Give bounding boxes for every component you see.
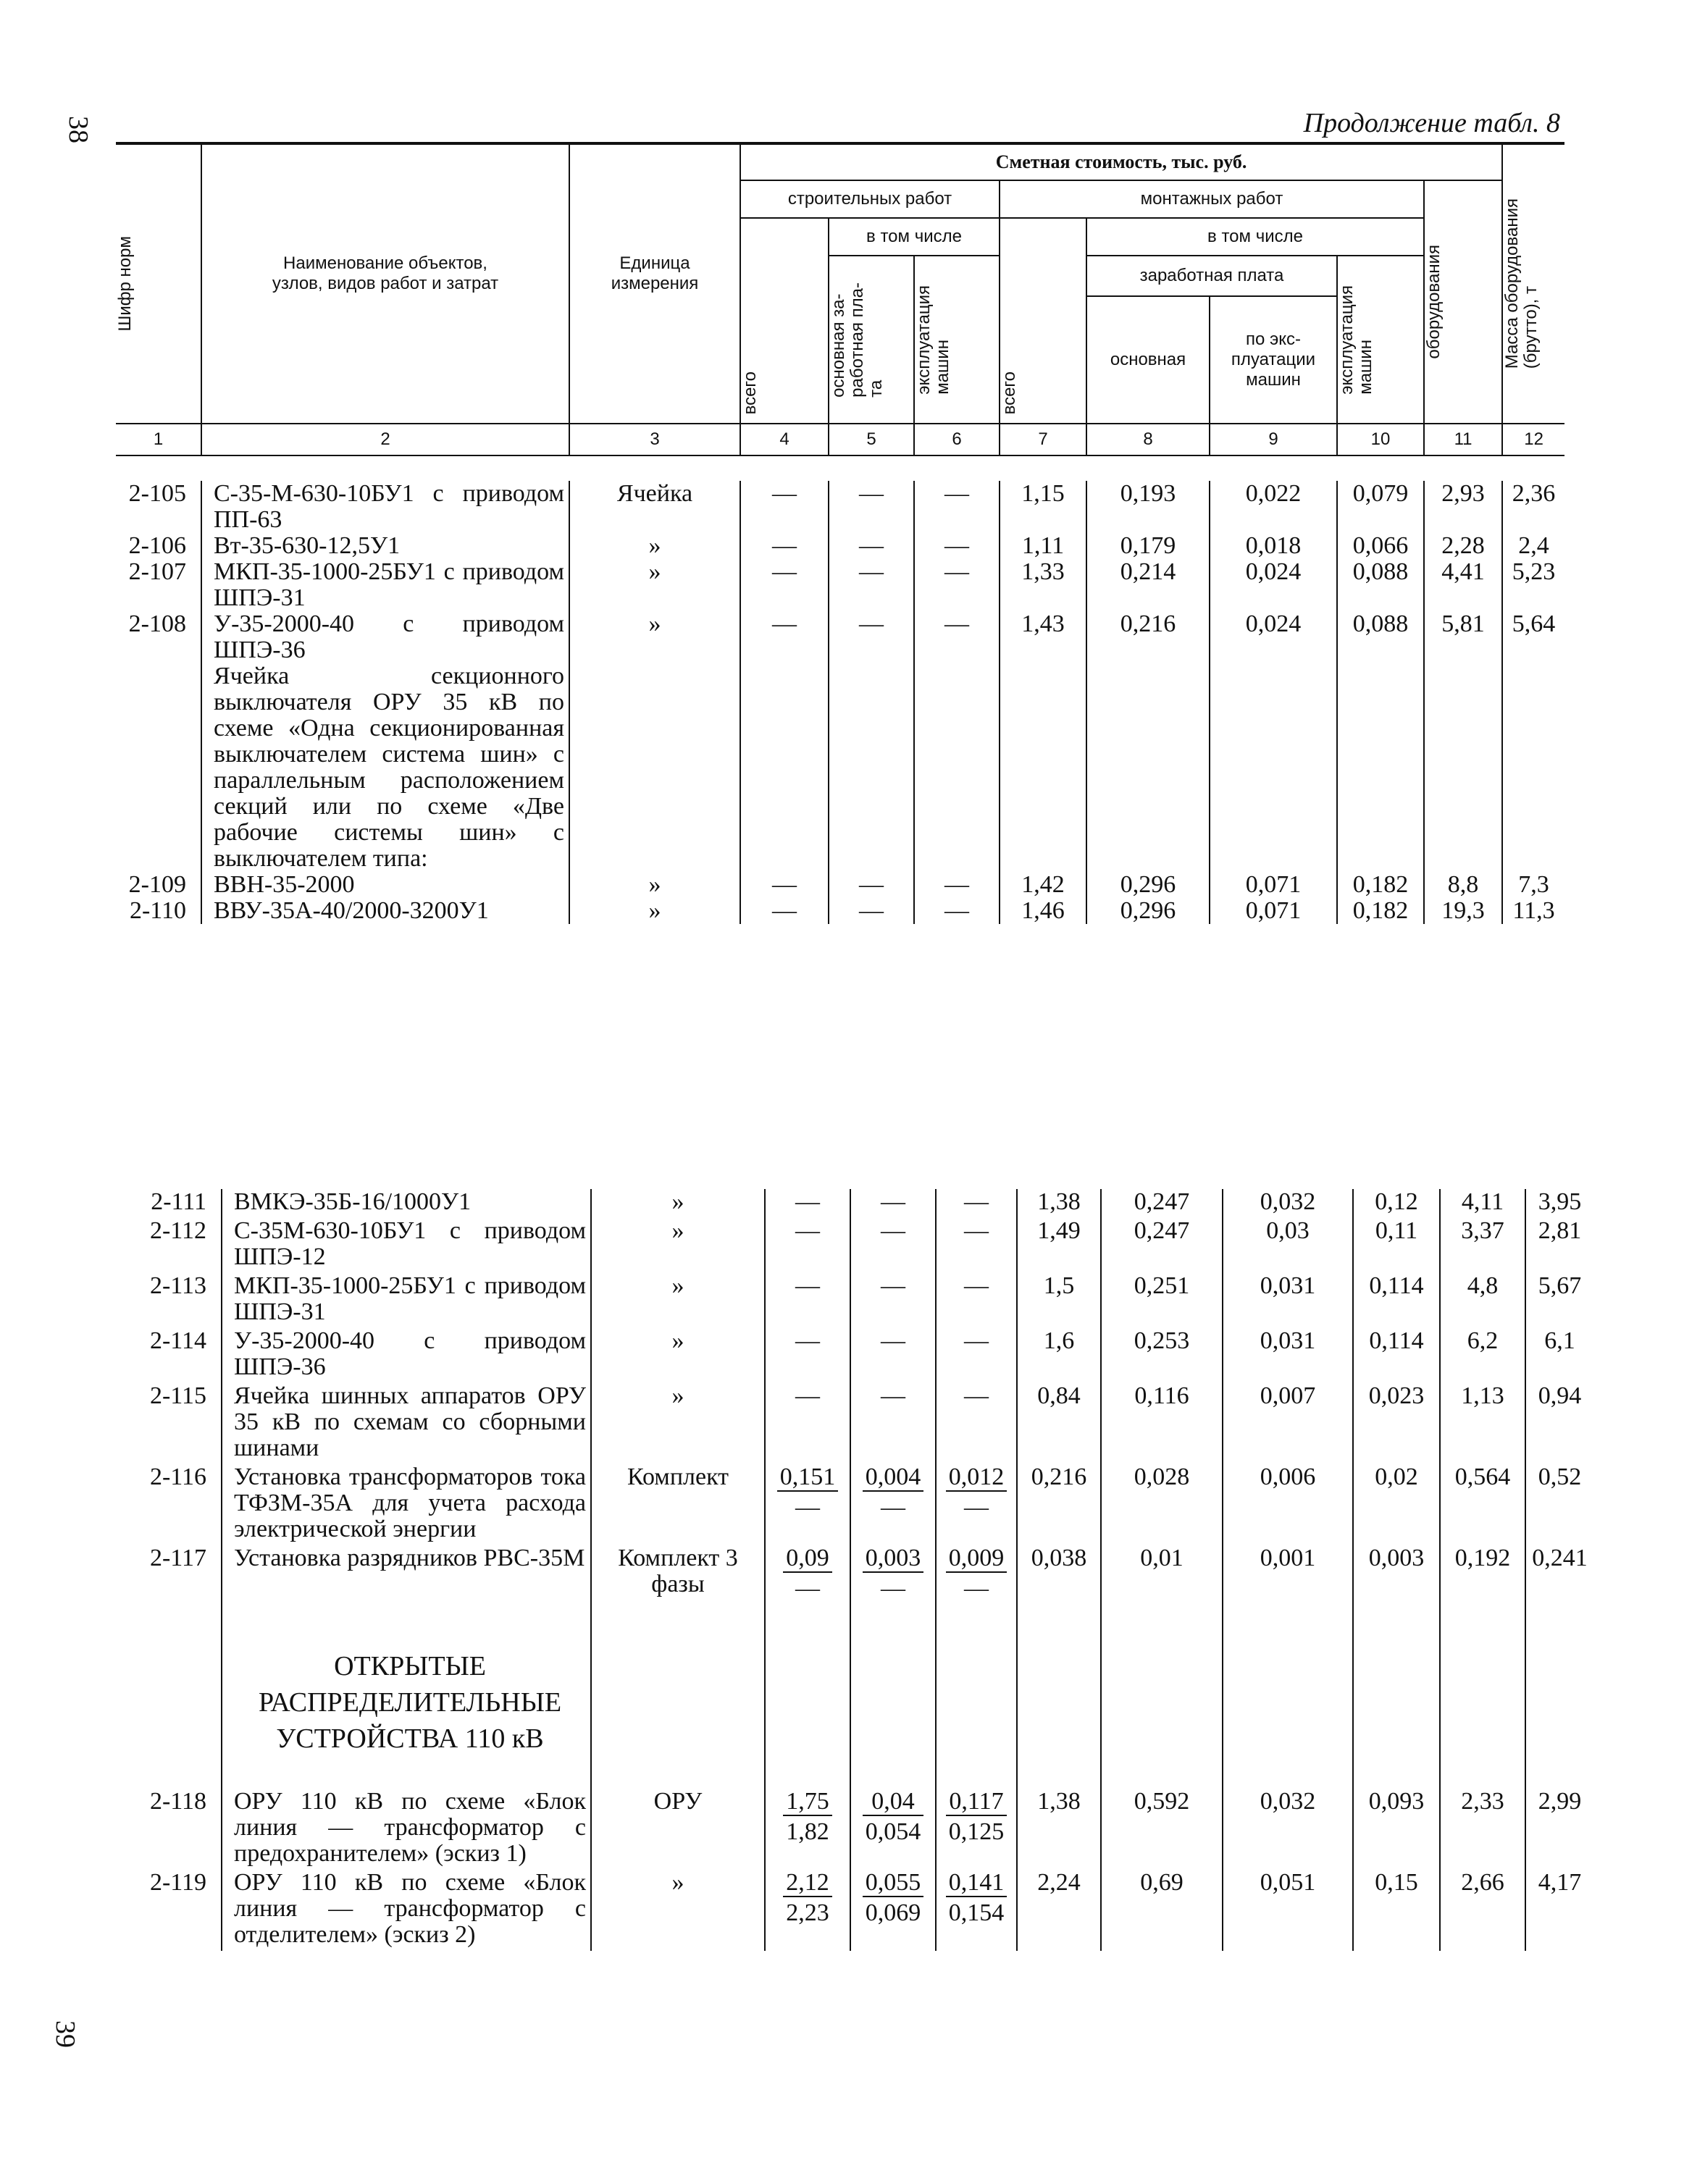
cost-c7: 0,038 xyxy=(1017,1545,1101,1605)
unit: » xyxy=(591,1870,765,1951)
col-mach-c-header: эксплуатация машин xyxy=(914,285,952,395)
fraction-numerator: 0,04 xyxy=(863,1789,924,1816)
mass: 2,81 xyxy=(1525,1218,1593,1273)
table-row xyxy=(116,533,1564,559)
fraction-denominator: — xyxy=(795,1494,820,1521)
cost-c6: — xyxy=(914,533,1000,559)
cost-c6: — xyxy=(936,1189,1017,1218)
cost-c11: 4,11 xyxy=(1440,1189,1525,1218)
fraction-denominator: — xyxy=(795,1575,820,1602)
cost-c7: 1,46 xyxy=(1000,898,1086,924)
fraction-numerator: 0,055 xyxy=(863,1870,924,1897)
cost-c6: — xyxy=(936,1328,1017,1383)
cost-c4: — xyxy=(740,533,829,559)
norm-code: 2-119 xyxy=(138,1870,222,1951)
cost-c10: 0,02 xyxy=(1353,1464,1440,1545)
cost-c4: — xyxy=(740,481,829,533)
norm-code: 2-118 xyxy=(138,1789,222,1870)
norm-code xyxy=(116,663,201,872)
cost-c6: — xyxy=(914,481,1000,533)
table-row xyxy=(138,1870,1593,1951)
cost-c8: 0,296 xyxy=(1086,898,1210,924)
col-num: 11 xyxy=(1424,424,1502,455)
fraction-numerator: 0,09 xyxy=(783,1545,832,1573)
cost-c5: — xyxy=(829,481,914,533)
fraction-denominator: — xyxy=(881,1575,905,1602)
cost-c6: — xyxy=(936,1383,1017,1464)
mass: 2,99 xyxy=(1525,1789,1593,1870)
col-basic-header: основная xyxy=(1086,296,1210,424)
col-name-header: Наименование объектов, узлов, видов работ и затрат xyxy=(201,144,569,424)
norm-code: 2-108 xyxy=(116,611,201,663)
empty-cell xyxy=(1223,1605,1353,1789)
unit: » xyxy=(591,1328,765,1383)
norm-code: 2-113 xyxy=(138,1273,222,1328)
cost-c8 xyxy=(1086,663,1210,872)
cost-c9: 0,024 xyxy=(1210,611,1337,663)
item-name: Установка трансформаторов тока ТФЗМ-35А для учета расхода электрической энергии xyxy=(222,1464,591,1545)
fraction-numerator: 2,12 xyxy=(783,1870,832,1897)
cost-c5: — xyxy=(829,898,914,924)
cost-c4 xyxy=(740,663,829,872)
table-row xyxy=(138,1383,1593,1464)
empty-cell xyxy=(1101,1605,1223,1789)
cost-c10: 0,066 xyxy=(1337,533,1424,559)
cost-c4 xyxy=(765,1789,850,1870)
cost-c9: 0,051 xyxy=(1223,1870,1353,1951)
item-name: ВМКЭ-35Б-16/1000У1 xyxy=(222,1189,591,1218)
item-name: ВВУ-35А-40/2000-3200У1 xyxy=(201,898,569,924)
cost-c7 xyxy=(1000,663,1086,872)
col-num: 6 xyxy=(914,424,1000,455)
fraction-denominator: 0,125 xyxy=(948,1818,1005,1845)
norm-code: 2-110 xyxy=(116,898,201,924)
cost-c6 xyxy=(936,1545,1017,1605)
table-header xyxy=(116,143,1564,456)
cost-c8: 0,296 xyxy=(1086,872,1210,898)
cost-c10: 0,12 xyxy=(1353,1189,1440,1218)
cost-c5: — xyxy=(850,1218,936,1273)
cost-c11: 8,8 xyxy=(1424,872,1502,898)
table-body-lower xyxy=(138,1189,1593,1951)
fraction-denominator: — xyxy=(964,1494,989,1521)
construction-header: строительных работ xyxy=(740,180,1000,218)
cost-c5 xyxy=(850,1464,936,1545)
cost-c5: — xyxy=(829,872,914,898)
cost-c11: 2,33 xyxy=(1440,1789,1525,1870)
cost-c6 xyxy=(936,1789,1017,1870)
cost-c8: 0,028 xyxy=(1101,1464,1223,1545)
cost-c11 xyxy=(1424,663,1502,872)
cost-c7: 1,15 xyxy=(1000,481,1086,533)
cost-c9: 0,031 xyxy=(1223,1328,1353,1383)
cost-c10: 0,15 xyxy=(1353,1870,1440,1951)
norm-code: 2-116 xyxy=(138,1464,222,1545)
cost-c11: 1,13 xyxy=(1440,1383,1525,1464)
cost-c7: 1,5 xyxy=(1017,1273,1101,1328)
cost-c8: 0,251 xyxy=(1101,1273,1223,1328)
cost-c10: 0,088 xyxy=(1337,559,1424,611)
fraction-numerator: 1,75 xyxy=(783,1789,832,1816)
cost-c7: 1,11 xyxy=(1000,533,1086,559)
incl-c-header: в том числе xyxy=(829,218,1000,256)
table-row xyxy=(116,481,1564,533)
cost-c4: — xyxy=(765,1218,850,1273)
mass: 6,1 xyxy=(1525,1328,1593,1383)
cost-c4: — xyxy=(765,1383,850,1464)
cost-c5 xyxy=(850,1545,936,1605)
cost-c6: — xyxy=(914,611,1000,663)
unit: Ячейка xyxy=(569,481,740,533)
unit: » xyxy=(569,611,740,663)
incl-m-header: в том числе xyxy=(1086,218,1424,256)
cost-c10: 0,003 xyxy=(1353,1545,1440,1605)
mass: 5,67 xyxy=(1525,1273,1593,1328)
table-row xyxy=(138,1464,1593,1545)
col-num: 1 xyxy=(116,424,201,455)
table-row xyxy=(116,663,1564,872)
fraction-denominator: 0,054 xyxy=(865,1818,921,1845)
section-row xyxy=(138,1605,1593,1789)
cost-c11: 0,564 xyxy=(1440,1464,1525,1545)
cost-c10: 0,114 xyxy=(1353,1328,1440,1383)
empty-cell xyxy=(591,1605,765,1789)
table-row xyxy=(138,1545,1593,1605)
col-wage-c-header: основная за- работная пла- та xyxy=(829,282,886,398)
item-name: ВВН-35-2000 xyxy=(201,872,569,898)
norm-code: 2-114 xyxy=(138,1328,222,1383)
mass: 3,95 xyxy=(1525,1189,1593,1218)
cost-c6 xyxy=(914,663,1000,872)
cost-c7: 0,84 xyxy=(1017,1383,1101,1464)
table-row xyxy=(116,611,1564,663)
cost-c6 xyxy=(936,1464,1017,1545)
empty-cell xyxy=(1525,1605,1593,1789)
col-num: 3 xyxy=(569,424,740,455)
fraction-denominator: — xyxy=(881,1494,905,1521)
empty-cell xyxy=(850,1605,936,1789)
empty-cell xyxy=(1017,1605,1101,1789)
unit xyxy=(569,663,740,872)
col-code-header: Шифр норм xyxy=(115,236,135,332)
cost-c7: 1,6 xyxy=(1017,1328,1101,1383)
col-mass-header: Масса оборудования (брутто), т xyxy=(1502,198,1541,369)
section-title xyxy=(222,1605,591,1789)
cost-c5: — xyxy=(850,1189,936,1218)
item-name: Ячейка шинных аппаратов ОРУ 35 кВ по схемам со сборными шинами xyxy=(222,1383,591,1464)
norm-code: 2-111 xyxy=(138,1189,222,1218)
fraction-denominator: 0,154 xyxy=(948,1899,1005,1926)
cost-c4: — xyxy=(765,1189,850,1218)
fraction-denominator: 0,069 xyxy=(865,1899,921,1926)
cost-c7: 1,43 xyxy=(1000,611,1086,663)
cost-c5 xyxy=(829,663,914,872)
cost-c10: 0,093 xyxy=(1353,1789,1440,1870)
cost-c8: 0,69 xyxy=(1101,1870,1223,1951)
cost-c4 xyxy=(765,1545,850,1605)
cost-c7: 0,216 xyxy=(1017,1464,1101,1545)
cost-c7: 1,49 xyxy=(1017,1218,1101,1273)
item-name: ОРУ 110 кВ по схеме «Блок линия — трансформатор с отделителем» (эскиз 2) xyxy=(222,1870,591,1951)
mass: 2,36 xyxy=(1502,481,1564,533)
empty-cell xyxy=(138,1605,222,1789)
item-name: МКП-35-1000-25БУ1 с приводом ШПЭ-31 xyxy=(201,559,569,611)
cost-c9: 0,03 xyxy=(1223,1218,1353,1273)
empty-cell xyxy=(936,1605,1017,1789)
col-oper-header: по экс- плуатации машин xyxy=(1210,296,1337,424)
norm-code: 2-109 xyxy=(116,872,201,898)
cost-c6: — xyxy=(914,898,1000,924)
fraction-denominator: 1,82 xyxy=(786,1818,829,1845)
cost-c11: 2,28 xyxy=(1424,533,1502,559)
cost-c9 xyxy=(1210,663,1337,872)
cost-c8: 0,01 xyxy=(1101,1545,1223,1605)
unit: » xyxy=(591,1189,765,1218)
column-numbers-row xyxy=(116,424,1564,455)
col-mach-m-header: эксплуатация машин xyxy=(1337,285,1375,395)
cost-c5: — xyxy=(850,1273,936,1328)
cost-c8: 0,247 xyxy=(1101,1218,1223,1273)
norm-code: 2-115 xyxy=(138,1383,222,1464)
fraction-numerator: 0,151 xyxy=(777,1464,839,1492)
cost-c7: 2,24 xyxy=(1017,1870,1101,1951)
cost-c8: 0,247 xyxy=(1101,1189,1223,1218)
cost-c8: 0,193 xyxy=(1086,481,1210,533)
col-total-c-header: всего xyxy=(740,371,760,414)
item-name: С-35-М-630-10БУ1 с приводом ПП-63 xyxy=(201,481,569,533)
mass: 0,52 xyxy=(1525,1464,1593,1545)
fraction-numerator: 0,012 xyxy=(946,1464,1008,1492)
unit: Комплект xyxy=(591,1464,765,1545)
cost-c10: 0,088 xyxy=(1337,611,1424,663)
cost-c7: 1,42 xyxy=(1000,872,1086,898)
mass: 7,3 xyxy=(1502,872,1564,898)
fraction-numerator: 0,009 xyxy=(946,1545,1008,1573)
mass: 0,94 xyxy=(1525,1383,1593,1464)
item-name: Ячейка секционного выключателя ОРУ 35 кВ по схеме «Одна секционированная выключателем система шин» с параллельным расположением секций или по схеме «Две рабочие системы шин» с выключателем типа: xyxy=(201,663,569,872)
cost-c6 xyxy=(936,1870,1017,1951)
cost-c8: 0,216 xyxy=(1086,611,1210,663)
mass: 5,64 xyxy=(1502,611,1564,663)
cost-c8: 0,214 xyxy=(1086,559,1210,611)
cost-c7: 1,33 xyxy=(1000,559,1086,611)
cost-c10: 0,11 xyxy=(1353,1218,1440,1273)
cost-c6: — xyxy=(914,559,1000,611)
col-num: 10 xyxy=(1337,424,1424,455)
cost-c8: 0,179 xyxy=(1086,533,1210,559)
cost-c11: 5,81 xyxy=(1424,611,1502,663)
norm-code: 2-117 xyxy=(138,1545,222,1605)
cost-c9: 0,024 xyxy=(1210,559,1337,611)
cost-c4: — xyxy=(765,1328,850,1383)
empty-cell xyxy=(1353,1605,1440,1789)
mass: 5,23 xyxy=(1502,559,1564,611)
cost-c4: — xyxy=(765,1273,850,1328)
col-num: 9 xyxy=(1210,424,1337,455)
norm-code: 2-106 xyxy=(116,533,201,559)
mass: 11,3 xyxy=(1502,898,1564,924)
unit: ОРУ xyxy=(591,1789,765,1870)
mass xyxy=(1502,663,1564,872)
col-total-m-header: всего xyxy=(1000,371,1019,414)
fraction-numerator: 0,117 xyxy=(946,1789,1008,1816)
table-row xyxy=(138,1189,1593,1218)
cost-c11: 2,66 xyxy=(1440,1870,1525,1951)
col-num: 4 xyxy=(740,424,829,455)
continuation-label: Продолжение табл. 8 xyxy=(1303,108,1560,138)
fraction-denominator: 2,23 xyxy=(786,1899,829,1926)
cost-c4: — xyxy=(740,559,829,611)
cost-c10: 0,023 xyxy=(1353,1383,1440,1464)
item-name: Вт-35-630-12,5У1 xyxy=(201,533,569,559)
table-row xyxy=(138,1789,1593,1870)
col-num: 8 xyxy=(1086,424,1210,455)
cost-c10: 0,182 xyxy=(1337,898,1424,924)
page-number-top: 38 xyxy=(63,116,93,143)
norm-code: 2-107 xyxy=(116,559,201,611)
norm-code: 2-112 xyxy=(138,1218,222,1273)
unit: » xyxy=(591,1383,765,1464)
installation-header: монтажных работ xyxy=(1000,180,1424,218)
col-num: 2 xyxy=(201,424,569,455)
table-row xyxy=(138,1218,1593,1273)
cost-c11: 4,41 xyxy=(1424,559,1502,611)
cost-c11: 4,8 xyxy=(1440,1273,1525,1328)
mass: 0,241 xyxy=(1525,1545,1593,1605)
wage-header: заработная плата xyxy=(1086,256,1337,296)
cost-c9: 0,032 xyxy=(1223,1189,1353,1218)
cost-c5: — xyxy=(850,1383,936,1464)
col-equip-header: оборудования xyxy=(1424,245,1444,359)
unit: Комплект 3 фазы xyxy=(591,1545,765,1605)
fraction-denominator: — xyxy=(964,1575,989,1602)
cost-c5 xyxy=(850,1789,936,1870)
cost-c4: — xyxy=(740,611,829,663)
item-name: У-35-2000-40 с приводом ШПЭ-36 xyxy=(201,611,569,663)
page-number-bottom: 39 xyxy=(50,2020,80,2048)
unit: » xyxy=(591,1273,765,1328)
section-title-text: ОТКРЫТЫЕ РАСПРЕДЕЛИТЕЛЬНЫЕ УСТРОЙСТВА 110 кВ xyxy=(258,1651,562,1754)
cost-c6: — xyxy=(936,1218,1017,1273)
cost-c5: — xyxy=(850,1328,936,1383)
cost-header: Сметная стоимость, тыс. руб. xyxy=(740,144,1502,180)
cost-c6: — xyxy=(936,1273,1017,1328)
norm-code: 2-105 xyxy=(116,481,201,533)
cost-c6: — xyxy=(914,872,1000,898)
cost-c9: 0,032 xyxy=(1223,1789,1353,1870)
table-body-upper xyxy=(116,481,1564,924)
item-name: Установка разрядников РВС-35М xyxy=(222,1545,591,1605)
item-name: У-35-2000-40 с приводом ШПЭ-36 xyxy=(222,1328,591,1383)
table-row xyxy=(138,1328,1593,1383)
cost-c11: 19,3 xyxy=(1424,898,1502,924)
empty-cell xyxy=(765,1605,850,1789)
cost-c9: 0,031 xyxy=(1223,1273,1353,1328)
cost-c8: 0,253 xyxy=(1101,1328,1223,1383)
fraction-numerator: 0,003 xyxy=(863,1545,924,1573)
col-unit-header: Единица измерения xyxy=(569,144,740,424)
mass: 2,4 xyxy=(1502,533,1564,559)
cost-c4: — xyxy=(740,898,829,924)
item-name: ОРУ 110 кВ по схеме «Блок линия — трансформатор с предохранителем» (эскиз 1) xyxy=(222,1789,591,1870)
cost-c9: 0,018 xyxy=(1210,533,1337,559)
table-row xyxy=(138,1273,1593,1328)
empty-cell xyxy=(1440,1605,1525,1789)
fraction-numerator: 0,004 xyxy=(863,1464,924,1492)
table-row xyxy=(116,872,1564,898)
cost-c11: 6,2 xyxy=(1440,1328,1525,1383)
col-num: 12 xyxy=(1502,424,1564,455)
cost-c10: 0,079 xyxy=(1337,481,1424,533)
cost-c4 xyxy=(765,1870,850,1951)
unit: » xyxy=(569,559,740,611)
item-name: МКП-35-1000-25БУ1 с приводом ШПЭ-31 xyxy=(222,1273,591,1328)
cost-c10: 0,182 xyxy=(1337,872,1424,898)
cost-c11: 2,93 xyxy=(1424,481,1502,533)
cost-c7: 1,38 xyxy=(1017,1189,1101,1218)
col-num: 5 xyxy=(829,424,914,455)
cost-c9: 0,071 xyxy=(1210,872,1337,898)
cost-c5: — xyxy=(829,533,914,559)
item-name: С-35М-630-10БУ1 с приводом ШПЭ-12 xyxy=(222,1218,591,1273)
cost-c4: — xyxy=(740,872,829,898)
cost-c10 xyxy=(1337,663,1424,872)
cost-c9: 0,022 xyxy=(1210,481,1337,533)
cost-c9: 0,001 xyxy=(1223,1545,1353,1605)
cost-c8: 0,592 xyxy=(1101,1789,1223,1870)
cost-c9: 0,006 xyxy=(1223,1464,1353,1545)
unit: » xyxy=(569,533,740,559)
unit: » xyxy=(591,1218,765,1273)
unit: » xyxy=(569,872,740,898)
cost-c10: 0,114 xyxy=(1353,1273,1440,1328)
cost-c5: — xyxy=(829,559,914,611)
table-row xyxy=(116,898,1564,924)
fraction-numerator: 0,141 xyxy=(946,1870,1008,1897)
mass: 4,17 xyxy=(1525,1870,1593,1951)
cost-c7: 1,38 xyxy=(1017,1789,1101,1870)
unit: » xyxy=(569,898,740,924)
cost-c11: 3,37 xyxy=(1440,1218,1525,1273)
col-num: 7 xyxy=(1000,424,1086,455)
table-row xyxy=(116,559,1564,611)
cost-c4 xyxy=(765,1464,850,1545)
cost-c11: 0,192 xyxy=(1440,1545,1525,1605)
cost-c9: 0,071 xyxy=(1210,898,1337,924)
cost-c8: 0,116 xyxy=(1101,1383,1223,1464)
cost-c5: — xyxy=(829,611,914,663)
cost-c5 xyxy=(850,1870,936,1951)
cost-c9: 0,007 xyxy=(1223,1383,1353,1464)
